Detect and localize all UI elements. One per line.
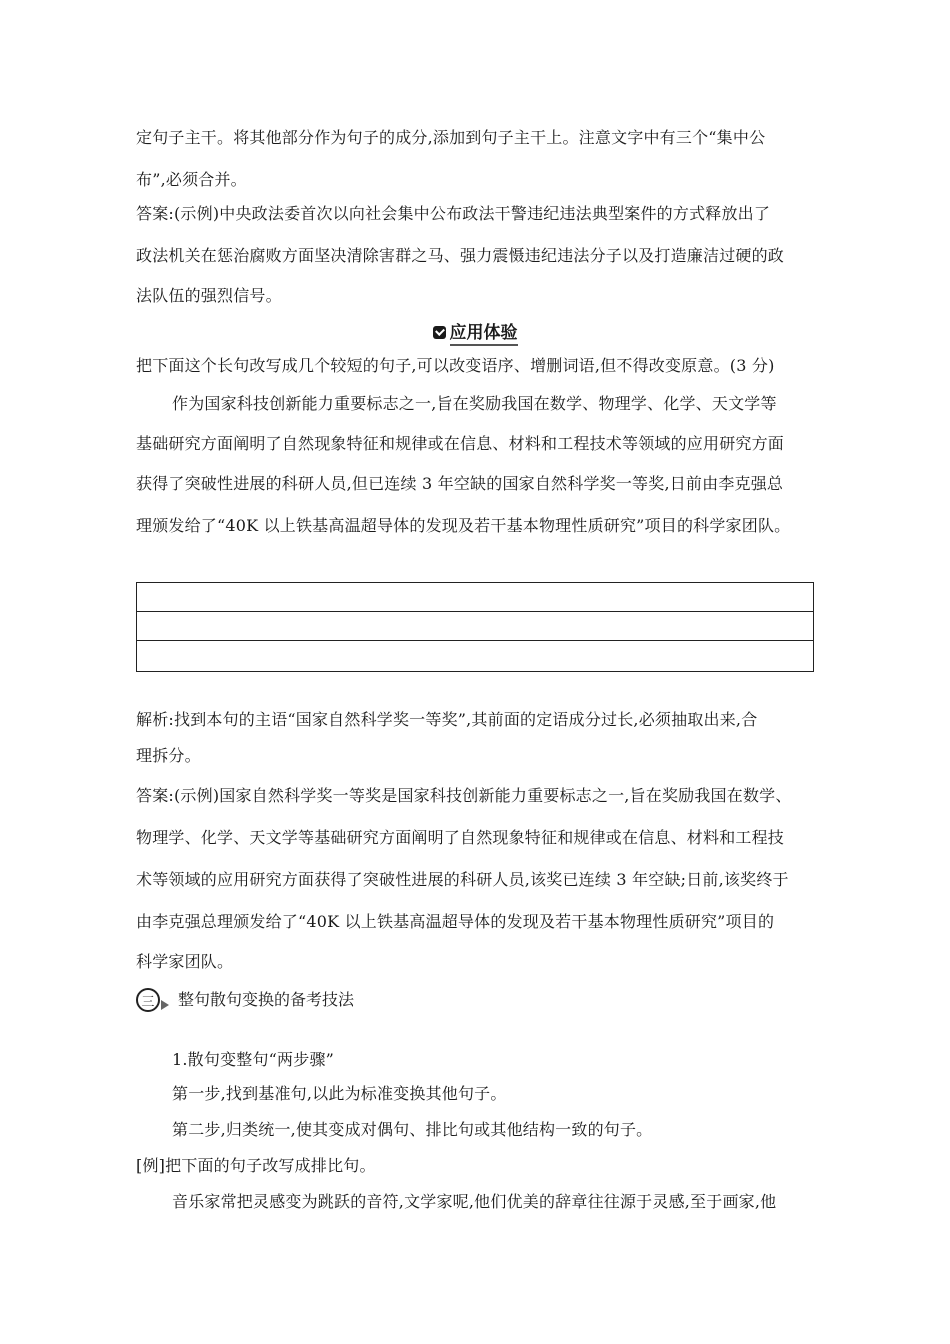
number-badge-icon [136, 988, 160, 1012]
answer-line-3: 法队伍的强烈信号。 [136, 286, 282, 305]
answer-box [136, 582, 814, 672]
exercise-paragraph-4: 理颁发给了“40K 以上铁基高温超导体的发现及若干基本物理性质研究”项目的科学家团队。 [136, 516, 791, 535]
method-step-1: 第一步,找到基准句,以此为标准变换其他句子。 [172, 1084, 507, 1103]
answer2-line-2: 物理学、化学、天文学等基础研究方面阐明了自然现象特征和规律或在信息、材料和工程技 [136, 828, 785, 847]
example-text: 音乐家常把灵感变为跳跃的音符,文学家呢,他们优美的辞章往往源于灵感,至于画家,他 [172, 1192, 777, 1211]
answer2-line-5: 科学家团队。 [136, 952, 234, 971]
exercise-paragraph-2: 基础研究方面阐明了自然现象特征和规律或在信息、材料和工程技术等领域的应用研究方面 [136, 434, 785, 453]
method-title: 1.散句变整句“两步骤” [172, 1050, 335, 1069]
answer2-line-1: 答案:(示例)国家自然科学奖一等奖是国家科技创新能力重要标志之一,旨在奖励我国在数学、 [136, 786, 792, 805]
answer2-line-3: 术等领域的应用研究方面获得了突破性进展的科研人员,该奖已连续 3 年空缺;日前,该奖终于 [136, 870, 789, 889]
heading-three [136, 988, 354, 1012]
checkbox-icon [433, 326, 446, 339]
badge-number: 三 [141, 994, 155, 1010]
method-step-2: 第二步,归类统一,使其变成对偶句、排比句或其他结构一致的句子。 [172, 1120, 653, 1139]
arrow-icon [161, 1000, 169, 1010]
heading-three-title: 整句散句变换的备考技法 [178, 990, 355, 1009]
answer2-line-4: 由李克强总理颁发给了“40K 以上铁基高温超导体的发现及若干基本物理性质研究”项目的 [136, 912, 775, 931]
section-title-label: 应用体验 [450, 323, 518, 346]
analysis-line-1: 解析:找到本句的主语“国家自然科学奖一等奖”,其前面的定语成分过长,必须抽取出来,合 [136, 710, 758, 729]
example-prompt: [例]把下面的句子改写成排比句。 [136, 1156, 376, 1175]
exercise-prompt: 把下面这个长句改写成几个较短的句子,可以改变语序、增删词语,但不得改变原意。(3 分) [136, 356, 775, 375]
line-1: 定句子主干。将其他部分作为句子的成分,添加到句子主干上。注意文字中有三个“集中公 [136, 128, 766, 147]
exercise-paragraph-3: 获得了突破性进展的科研人员,但已连续 3 年空缺的国家自然科学奖一等奖,日前由李克强总 [136, 474, 784, 493]
answer-row-3[interactable] [137, 641, 813, 671]
exercise-paragraph-1: 作为国家科技创新能力重要标志之一,旨在奖励我国在数学、物理学、化学、天文学等 [172, 394, 777, 413]
analysis-line-2: 理拆分。 [136, 746, 201, 765]
answer-line-1: 答案:(示例)中央政法委首次以向社会集中公布政法干警违纪违法典型案件的方式释放出了 [136, 204, 771, 223]
answer-line-2: 政法机关在惩治腐败方面坚决清除害群之马、强力震慑违纪违法分子以及打造廉洁过硬的政 [136, 246, 785, 265]
answer-row-1[interactable] [137, 583, 813, 612]
line-2: 布”,必须合并。 [136, 170, 247, 189]
section-title [0, 318, 950, 343]
answer-row-2[interactable] [137, 612, 813, 641]
